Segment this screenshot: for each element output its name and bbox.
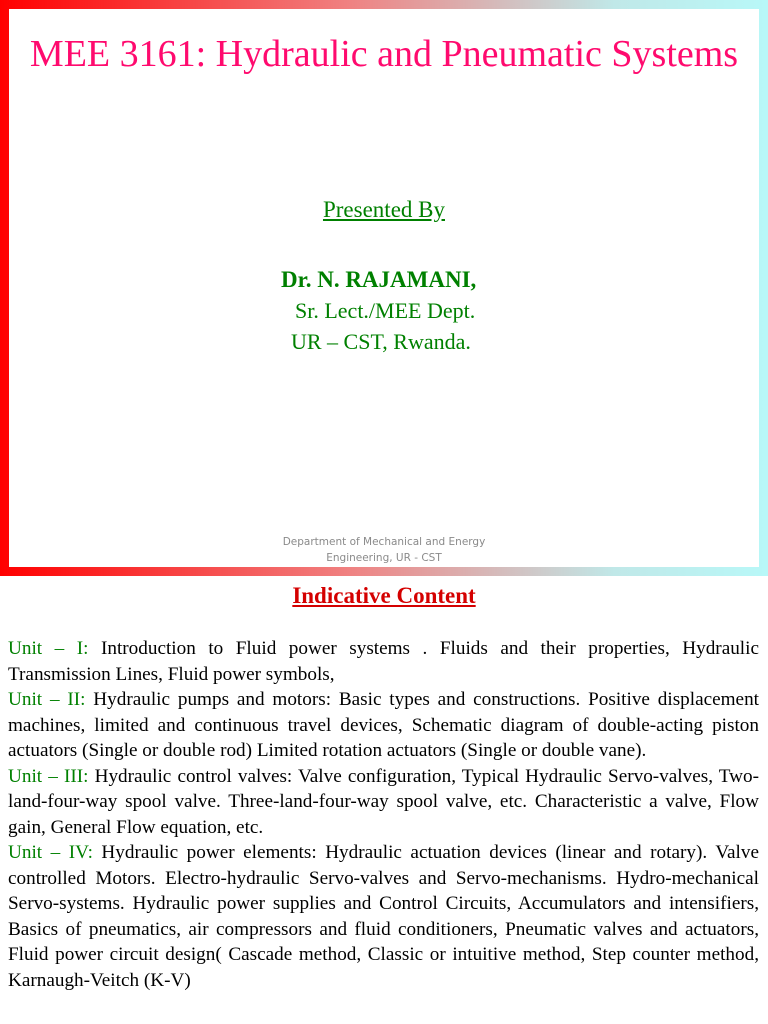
author-name: Dr. N. RAJAMANI, bbox=[281, 267, 477, 292]
footer-line-2: Engineering, UR - CST bbox=[326, 552, 442, 564]
presented-by-label: Presented By bbox=[322, 197, 445, 222]
author-institution: UR – CST, Rwanda. bbox=[291, 329, 471, 354]
unit-1 bbox=[8, 636, 759, 687]
unit-2 bbox=[8, 687, 759, 764]
course-title: MEE 3161: Hydraulic and Pneumatic Systems bbox=[29, 33, 739, 75]
unit-label: Unit – III: bbox=[8, 765, 89, 787]
unit-description: Hydraulic power elements: Hydraulic actuation devices (linear and rotary). Valve controlled Motors. Electro-hydraulic Servo-valves and Servo-mechanisms. Hydro-mechanical Servo-systems. Hydraulic power supplies and Control Circuits, Accumulators and intensifiers, Basics of pneumatics, air compressors and fluid conditioners, Pneumatic valves and actuators, Fluid power circuit design( Cascade method, Classic or intuitive method, Step counter method, Karnaugh-Veitch (K-V) bbox=[8, 842, 760, 991]
unit-label: Unit – II: bbox=[8, 689, 86, 710]
unit-label: Unit – I: bbox=[8, 638, 89, 659]
unit-description: Introduction to Fluid power systems . Fluids and their properties, Hydraulic Transmission Lines, Fluid power symbols, bbox=[8, 638, 759, 685]
content-body bbox=[8, 636, 759, 993]
section-heading: Indicative Content bbox=[292, 583, 476, 608]
unit-4 bbox=[8, 840, 759, 993]
footer-line-1: Department of Mechanical and Energy bbox=[282, 536, 486, 548]
unit-description: Hydraulic pumps and motors: Basic types and constructions. Positive displacement machines, limited and continuous travel devices, Schematic diagram of double-acting piston actuators (Single or double rod) Limited rotation actuators (Single or double vane). bbox=[8, 689, 759, 761]
unit-description: Hydraulic control valves: Valve configuration, Typical Hydraulic Servo-valves, Two-land-four-way spool valve. Three-land-four-way spool valve, etc. Characteristic a valve, Flow gain, General Flow equation, etc. bbox=[8, 765, 759, 838]
author-position: Sr. Lect./MEE Dept. bbox=[295, 298, 476, 323]
slide-footer bbox=[270, 534, 498, 566]
unit-3 bbox=[8, 764, 759, 841]
unit-label: Unit – IV: bbox=[8, 842, 93, 863]
